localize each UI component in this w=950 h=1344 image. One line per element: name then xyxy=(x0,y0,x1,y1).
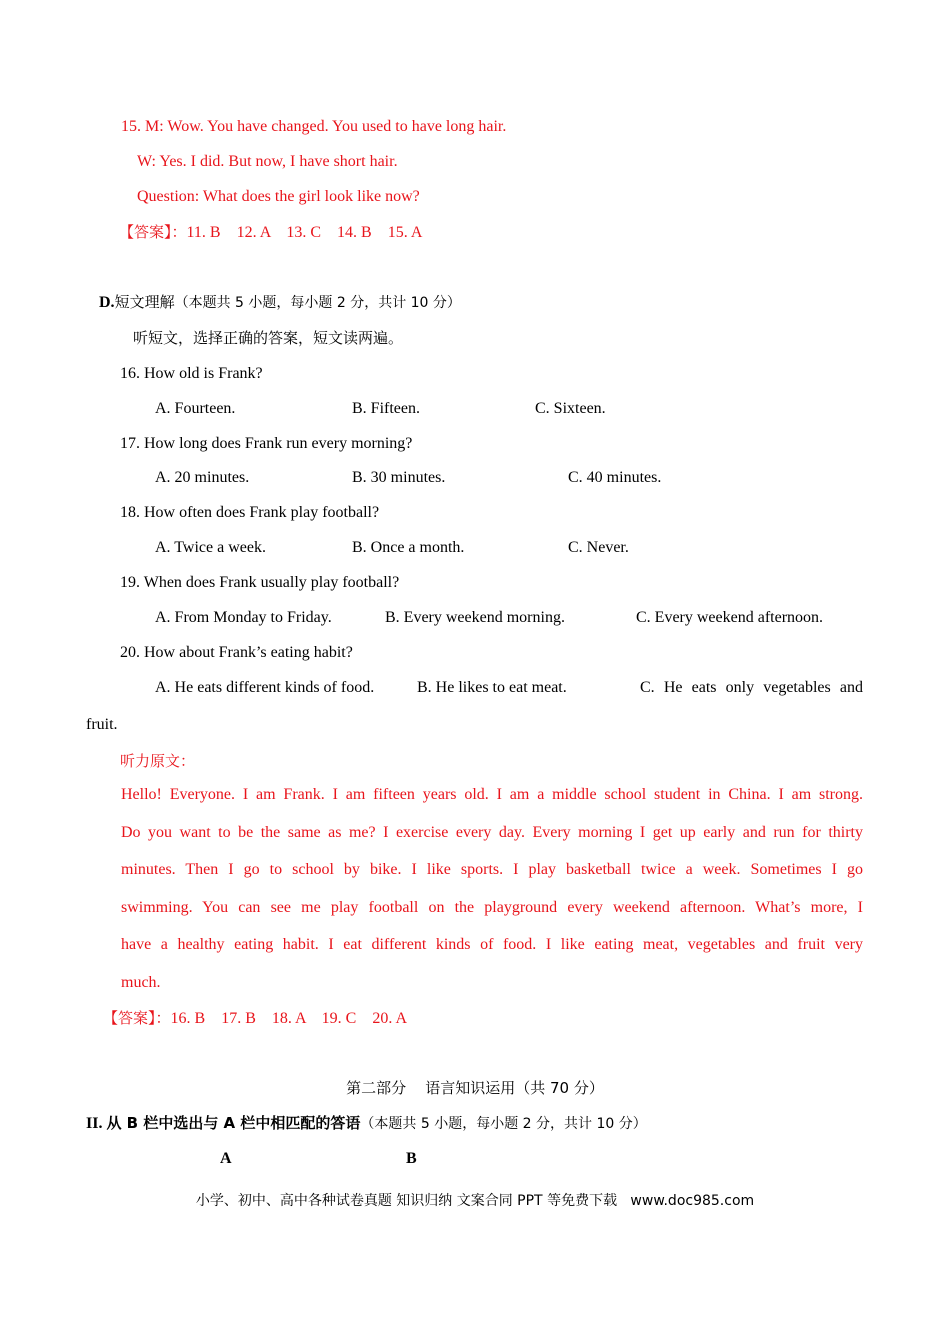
q20-option-c: C. He eats only vegetables and xyxy=(640,679,863,696)
answer-label: 【答案】： xyxy=(103,1009,171,1027)
answer-label: 【答案】： xyxy=(119,223,187,241)
section-d-title: 短文理解 xyxy=(114,293,175,311)
column-b-header: B xyxy=(406,1150,417,1167)
transcript-line: much. xyxy=(121,973,161,991)
page-footer: 小学、初中、高中各种试卷真题 知识归纳 文案合同 PPT 等免费下载 www.doc985.com xyxy=(195,1193,755,1209)
section-d-heading xyxy=(99,292,461,313)
q15-question: Question: What does the girl look like now? xyxy=(137,188,420,205)
q16-option-b: B. Fifteen. xyxy=(352,400,420,417)
q18-option-c: C. Never. xyxy=(568,539,629,556)
q19-option-b: B. Every weekend morning. xyxy=(385,609,565,626)
section-ii-title: 从 B 栏中选出与 A 栏中相匹配的答语 xyxy=(106,1114,361,1132)
q20-option-b: B. He likes to eat meat. xyxy=(417,679,567,696)
answer-row-16-20 xyxy=(103,1008,407,1029)
column-a-header: A xyxy=(220,1150,232,1167)
q19-option-c: C. Every weekend afternoon. xyxy=(636,609,824,626)
answer-values: 11. B 12. A 13. C 14. B 15. A xyxy=(186,224,423,241)
q17-option-b: B. 30 minutes. xyxy=(352,469,446,486)
q20-option-c-continued: fruit. xyxy=(86,716,118,733)
answer-row-11-15 xyxy=(119,222,422,243)
q16-option-a: A. Fourteen. xyxy=(155,400,236,417)
question-17: 17. How long does Frank run every morning? xyxy=(120,435,413,452)
q15-line-2: W: Yes. I did. But now, I have short hair. xyxy=(137,153,398,170)
section-ii-note: （本题共 5 小题，每小题 2 分，共计 10 分） xyxy=(360,1116,647,1132)
q17-option-c: C. 40 minutes. xyxy=(568,469,662,486)
q19-option-a: A. From Monday to Friday. xyxy=(155,609,332,626)
q17-option-a: A. 20 minutes. xyxy=(155,469,250,486)
section-d-note: （本题共 5 小题，每小题 2 分，共计 10 分） xyxy=(174,295,461,311)
transcript-line: have a healthy eating habit. I eat different kinds of food. I like eating meat, vegetables and fruit very xyxy=(121,936,863,953)
section-d-label: D. xyxy=(99,294,115,311)
part-two-title: 第二部分 语言知识运用（共 70 分） xyxy=(346,1079,604,1097)
question-20: 20. How about Frank’s eating habit? xyxy=(120,644,353,661)
section-d-instruction: 听短文，选择正确的答案，短文读两遍。 xyxy=(133,329,404,347)
q15-line-1: 15. M: Wow. You have changed. You used to have long hair. xyxy=(121,118,507,135)
question-16: 16. How old is Frank? xyxy=(120,365,263,382)
question-19: 19. When does Frank usually play football? xyxy=(120,574,400,591)
transcript-label: 听力原文： xyxy=(120,752,196,770)
q18-option-b: B. Once a month. xyxy=(352,539,465,556)
transcript-paragraph xyxy=(121,776,863,1001)
section-ii-number: II. xyxy=(86,1115,103,1132)
q20-option-a: A. He eats different kinds of food. xyxy=(155,679,375,696)
transcript-line: Do you want to be the same as me? I exercise every day. Every morning I get up early and run for thirty xyxy=(121,823,863,841)
question-18: 18. How often does Frank play football? xyxy=(120,504,380,521)
q16-option-c: C. Sixteen. xyxy=(535,400,606,417)
q18-option-a: A. Twice a week. xyxy=(155,539,266,556)
transcript-line: Hello! Everyone. I am Frank. I am fifteen years old. I am a middle school student in China. I am strong. xyxy=(121,786,863,803)
section-ii-heading xyxy=(86,1113,647,1134)
answer-values: 16. B 17. B 18. A 19. C 20. A xyxy=(170,1010,407,1027)
transcript-line: swimming. You can see me play football on the playground every weekend afternoon. What’s more, I xyxy=(121,898,863,916)
transcript-line: minutes. Then I go to school by bike. I like sports. I play basketball twice a week. Sometimes I go xyxy=(121,861,863,878)
